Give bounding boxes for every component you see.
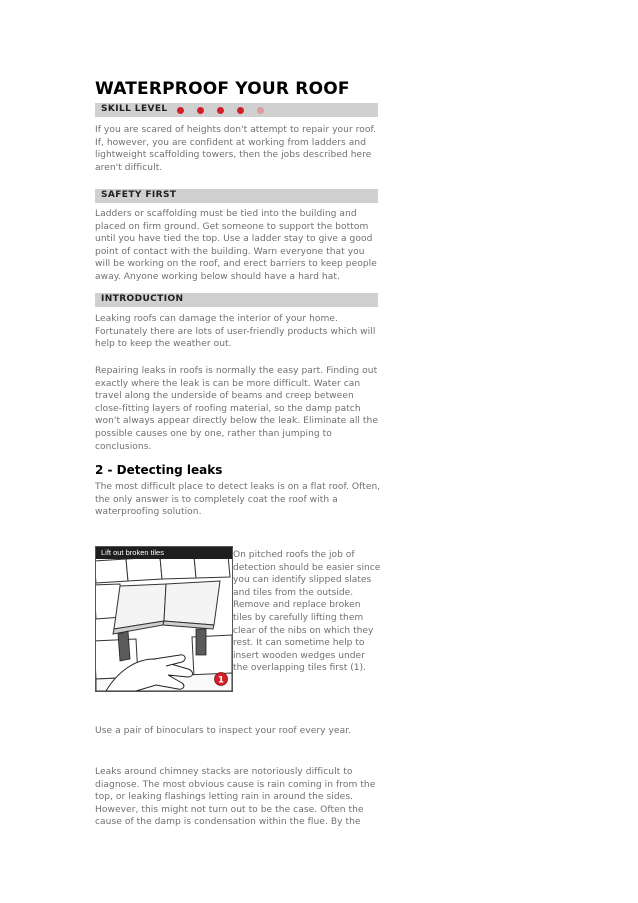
- binoculars-tip: Use a pair of binoculars to inspect your roof every year.: [95, 726, 352, 736]
- skill-dot: [257, 107, 264, 114]
- skill-level-text: If you are scared of heights don't attempt to repair your roof. If, however, you are confident at working from ladders and lightweight scaffolding towers, then the jobs described here aren't difficult.: [95, 125, 377, 173]
- introduction-bar: [95, 293, 378, 307]
- introduction-paragraph-2: Repairing leaks in roofs is normally the easy part. Finding out exactly where the leak is can be more difficult. Water can travel along the underside of beams and creep between close-fitting layers of roofing material, so the damp patch won't always appear directly below the leak. Eliminate all the possible causes one by one, rather than jumping to conclusions.: [95, 366, 379, 452]
- skill-dot: [237, 107, 244, 114]
- detecting-leaks-paragraph-1: The most difficult place to detect leaks is on a flat roof. Often, the only answer is to completely coat the roof with a waterproofing solution.: [95, 482, 381, 518]
- safety-first-text: Ladders or scaffolding must be tied into the building and placed on firm ground. Get someone to support the bottom until you have tied the top. Use a ladder stay to give a good point of contact with the building. Warn everyone that you will be working on the roof, and erect barriers to keep people away. Anyone working below should have a hard hat.: [95, 209, 377, 282]
- safety-first-bar: [95, 189, 378, 203]
- pitched-roofs-text: On pitched roofs the job of detection should be easier since you can identify slipped slates and tiles from the outside. Remove and replace broken tiles by carefully lifting them clear of the nibs on which they rest. It can sometime help to insert wooden wedges under the overlapping tiles first (1).: [233, 550, 381, 674]
- introduction-label: INTRODUCTION: [101, 294, 184, 304]
- broken-tiles-illustration: [95, 546, 233, 692]
- skill-level-label: SKILL LEVEL: [101, 104, 168, 114]
- chimney-leaks-paragraph: Leaks around chimney stacks are notoriously difficult to diagnose. The most obvious cause is rain coming in from the top, or leaking flashings letting rain in around the sides. However, this might not turn out to be the case. Often the cause of the damp is condensation within the flue. By the: [95, 767, 376, 828]
- page-title: WATERPROOF YOUR ROOF: [95, 79, 350, 99]
- introduction-paragraph-1: Leaking roofs can damage the interior of your home. Fortunately there are lots of user-friendly products which will help to keep the weather out.: [95, 314, 376, 350]
- figure-caption: Lift out broken tiles: [101, 548, 164, 557]
- skill-dot: [217, 107, 224, 114]
- skill-level-bar: [95, 103, 378, 117]
- roof-tiles-drawing: [96, 559, 232, 691]
- skill-dot: [197, 107, 204, 114]
- safety-first-label: SAFETY FIRST: [101, 190, 177, 200]
- figure-caption-bar: [96, 547, 232, 559]
- figure-number: 1: [217, 675, 225, 686]
- skill-dot: [177, 107, 184, 114]
- section-heading-detecting-leaks: 2 - Detecting leaks: [95, 463, 223, 477]
